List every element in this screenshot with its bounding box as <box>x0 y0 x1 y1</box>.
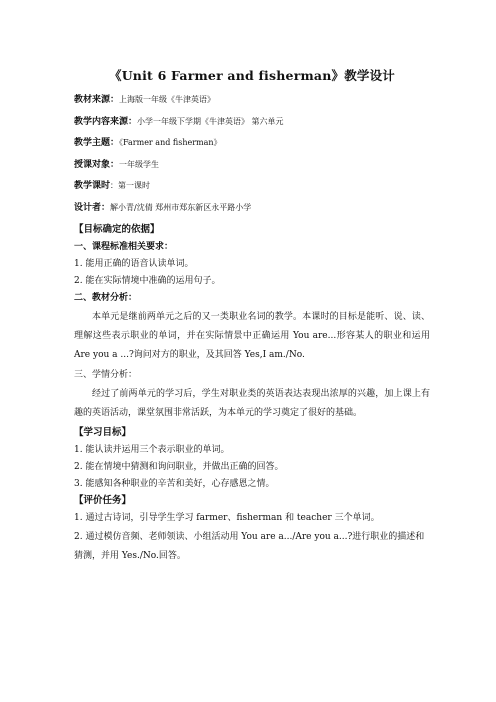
paragraph-textbook: 本单元是继前两单元之后的又一类职业名词的教学。本课时的目标是能听、说、读、理解这些表示职业的单词，并在实际情景中正确运用 You are...形容某人的职业和运用 Are you a ...?询问对方的职业，及其回答 Yes,I am./No. <box>74 312 430 360</box>
meta-value: 《Farmer and fisherman》 <box>119 138 222 147</box>
list-item: 3. 能感知各种职业的辛苦和美好，心存感恩之情。 <box>74 479 275 489</box>
meta-value: ：第一课时 <box>110 181 151 190</box>
meta-source <box>74 94 430 106</box>
list-item: 2. 能在实际情境中准确的运用句子。 <box>74 276 221 286</box>
subheading-textbook: 二、教材分析： <box>74 293 138 303</box>
meta-value: 小学一年级下学期《牛津英语》 第六单元 <box>137 116 284 126</box>
meta-value: 一年级学生 <box>119 159 160 169</box>
document-title: 《Unit 6 Farmer and fisherman》教学设计 <box>109 68 395 83</box>
paragraph-learner: 经过了前两单元的学习后，学生对职业类的英语表达表现出浓厚的兴趣，加上课上有趣的英语活动，课堂氛围非常活跃，为本单元的学习奠定了很好的基础。 <box>74 389 430 418</box>
meta-label: 设计者： <box>74 202 111 213</box>
document-body <box>74 66 430 568</box>
meta-label: 教学内容来源： <box>74 116 138 127</box>
meta-designer <box>74 202 430 214</box>
subheading-curriculum: 一、课程标准相关要求： <box>74 242 174 252</box>
meta-label: 教学主题： <box>74 138 120 148</box>
list-item: 2. 通过模仿音频、老师领读、小组活动用 You are a.../Are you a...?进行职业的描述和猜测，并用 Yes./No.回答。 <box>74 532 425 561</box>
meta-period <box>74 180 430 192</box>
section-heading-objectives: 【学习目标】 <box>74 427 132 438</box>
list-item: 1. 能认读并运用三个表示职业的单词。 <box>74 445 230 455</box>
meta-label: 授课对象： <box>74 159 120 170</box>
meta-audience <box>74 159 430 171</box>
meta-label: 教材来源： <box>74 95 120 105</box>
meta-theme <box>74 137 430 149</box>
meta-label: 教学课时 <box>74 181 111 191</box>
list-item: 1. 能用正确的语音认读单词。 <box>74 259 194 269</box>
meta-value: 解小青/沈倩 郑州市郑东新区永平路小学 <box>110 202 252 212</box>
meta-content-source <box>74 116 430 128</box>
subheading-learner: 三、学情分析： <box>74 370 138 380</box>
section-heading-basis: 【目标确定的依据】 <box>74 224 160 235</box>
list-item: 1. 通过古诗词，引导学生学习 farmer、fisherman 和 teacher 三个单词。 <box>74 513 380 523</box>
list-item: 2. 能在情境中猜测和询问职业，并做出正确的回答。 <box>74 462 284 472</box>
section-heading-assessment: 【评价任务】 <box>74 495 132 506</box>
meta-value: 上海版一年级《牛津英语》 <box>119 95 216 104</box>
